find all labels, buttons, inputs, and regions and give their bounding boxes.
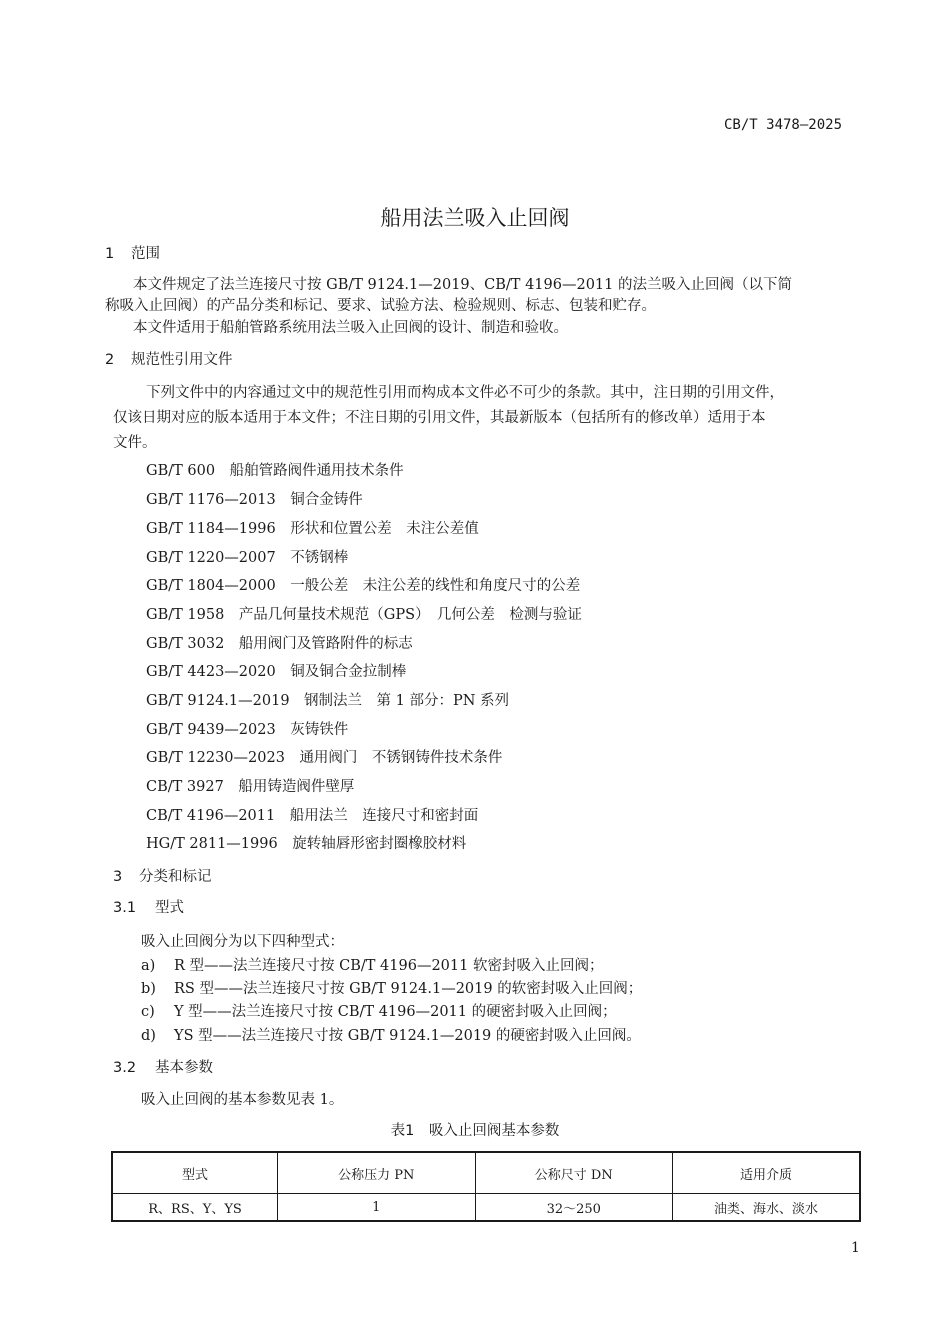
list-label: d): [141, 1028, 156, 1044]
paragraph-line: 吸入止回阀的基本参数见表 1。: [141, 1092, 344, 1108]
reference-title: 通用阀门 不锈钢铸件技术条件: [299, 750, 503, 766]
reference-code: GB/T 1804—2000: [146, 578, 276, 594]
paragraph-line: 称吸入止回阀）的产品分类和标记、要求、试验方法、检验规则、标志、包装和贮存。: [105, 298, 656, 314]
section-title: 规范性引用文件: [131, 352, 233, 368]
reference-item: [146, 548, 348, 568]
reference-title: 产品几何量技术规范（GPS） 几何公差 检测与验证: [238, 607, 582, 623]
column-header: 公称压力 PN: [278, 1152, 475, 1194]
reference-title: 铜合金铸件: [290, 492, 363, 508]
reference-code: GB/T 9124.1—2019: [146, 693, 290, 709]
paragraph-line: 吸入止回阀分为以下四种型式：: [141, 934, 344, 950]
reference-code: GB/T 1176—2013: [146, 492, 276, 508]
list-item: [141, 956, 603, 976]
reference-item: [146, 576, 580, 596]
section-number: 1: [105, 246, 115, 262]
reference-item: [146, 461, 404, 481]
reference-item: [146, 834, 466, 854]
parameters-table: [111, 1151, 861, 1222]
table-row: [112, 1194, 860, 1222]
subsection-title: 基本参数: [155, 1060, 213, 1076]
list-label: a): [141, 958, 156, 974]
reference-title: 铜及铜合金拉制棒: [290, 664, 407, 680]
table-cell: 1: [278, 1194, 475, 1222]
section-3-heading: [113, 867, 212, 887]
section-title: 分类和标记: [139, 869, 212, 885]
reference-code: CB/T 4196—2011: [146, 808, 276, 824]
reference-code: GB/T 3032: [146, 636, 225, 652]
reference-code: GB/T 1220—2007: [146, 550, 276, 566]
column-header: 适用介质: [672, 1152, 860, 1194]
reference-title: 船用法兰 连接尺寸和密封面: [289, 808, 479, 824]
reference-title: 船用阀门及管路附件的标志: [238, 636, 413, 652]
paragraph-line: 本文件规定了法兰连接尺寸按 GB/T 9124.1—2019、CB/T 4196—2011 的法兰吸入止回阀（以下简: [133, 277, 792, 293]
document-number: CB/T 3478—2025: [724, 117, 843, 133]
reference-item: [146, 691, 509, 711]
paragraph-line: 仅该日期对应的版本适用于本文件；不注日期的引用文件，其最新版本（包括所有的修改单）适用于本: [113, 410, 766, 426]
subsection-3-2-heading: [113, 1058, 213, 1078]
table-cell: R、RS、Y、YS: [112, 1194, 278, 1222]
table-title: 表1 吸入止回阀基本参数: [390, 1123, 560, 1139]
list-item: [141, 979, 642, 999]
list-item: [141, 1002, 617, 1022]
reference-code: GB/T 9439—2023: [146, 722, 276, 738]
table-cell: 油类、海水、淡水: [672, 1194, 860, 1222]
section-number: 3: [113, 869, 123, 885]
section-1-heading: [105, 244, 160, 264]
document-title: 船用法兰吸入止回阀: [380, 206, 570, 230]
list-text: Y 型——法兰连接尺寸按 CB/T 4196—2011 的硬密封吸入止回阀；: [174, 1004, 617, 1020]
list-text: R 型——法兰连接尺寸按 CB/T 4196—2011 软密封吸入止回阀；: [174, 958, 604, 974]
reference-title: 旋转轴唇形密封圈橡胶材料: [292, 836, 467, 852]
section-number: 2: [105, 352, 115, 368]
column-header: 公称尺寸 DN: [475, 1152, 672, 1194]
reference-code: GB/T 12230—2023: [146, 750, 285, 766]
subsection-title: 型式: [155, 900, 184, 916]
reference-code: GB/T 4423—2020: [146, 664, 276, 680]
paragraph-line: 下列文件中的内容通过文中的规范性引用而构成本文件必不可少的条款。其中，注日期的引用文件，: [146, 385, 784, 401]
reference-title: 不锈钢棒: [290, 550, 349, 566]
list-label: b): [141, 981, 156, 997]
list-item: [141, 1026, 641, 1046]
reference-item: [146, 490, 363, 510]
subsection-number: 3.1: [113, 900, 137, 916]
reference-item: [146, 720, 348, 740]
reference-code: HG/T 2811—1996: [146, 836, 278, 852]
reference-item: [146, 662, 406, 682]
reference-code: GB/T 1184—1996: [146, 521, 276, 537]
reference-code: CB/T 3927: [146, 779, 224, 795]
list-text: RS 型——法兰连接尺寸按 GB/T 9124.1—2019 的软密封吸入止回阀；: [174, 981, 643, 997]
section-2-heading: [105, 350, 233, 370]
reference-item: [146, 748, 502, 768]
subsection-number: 3.2: [113, 1060, 137, 1076]
reference-title: 船用铸造阀件壁厚: [238, 779, 355, 795]
reference-title: 形状和位置公差 未注公差值: [290, 521, 479, 537]
reference-code: GB/T 1958: [146, 607, 225, 623]
reference-item: [146, 634, 413, 654]
table-header-row: [112, 1152, 860, 1194]
reference-item: [146, 519, 479, 539]
reference-item: [146, 605, 582, 625]
reference-item: [146, 777, 354, 797]
list-text: YS 型——法兰连接尺寸按 GB/T 9124.1—2019 的硬密封吸入止回阀。: [174, 1028, 641, 1044]
reference-code: GB/T 600: [146, 463, 216, 479]
reference-title: 钢制法兰 第 1 部分：PN 系列: [304, 693, 510, 709]
reference-title: 船舶管路阀件通用技术条件: [229, 463, 404, 479]
subsection-3-1-heading: [113, 898, 184, 918]
paragraph-line: 本文件适用于船舶管路系统用法兰吸入止回阀的设计、制造和验收。: [133, 320, 568, 336]
reference-item: [146, 806, 478, 826]
table-cell: 32～250: [475, 1194, 672, 1222]
list-label: c): [141, 1004, 155, 1020]
paragraph-line: 文件。: [113, 435, 157, 451]
reference-title: 灰铸铁件: [290, 722, 349, 738]
page-number: 1: [851, 1240, 860, 1256]
column-header: 型式: [112, 1152, 278, 1194]
reference-title: 一般公差 未注公差的线性和角度尺寸的公差: [290, 578, 581, 594]
section-title: 范围: [131, 246, 160, 262]
